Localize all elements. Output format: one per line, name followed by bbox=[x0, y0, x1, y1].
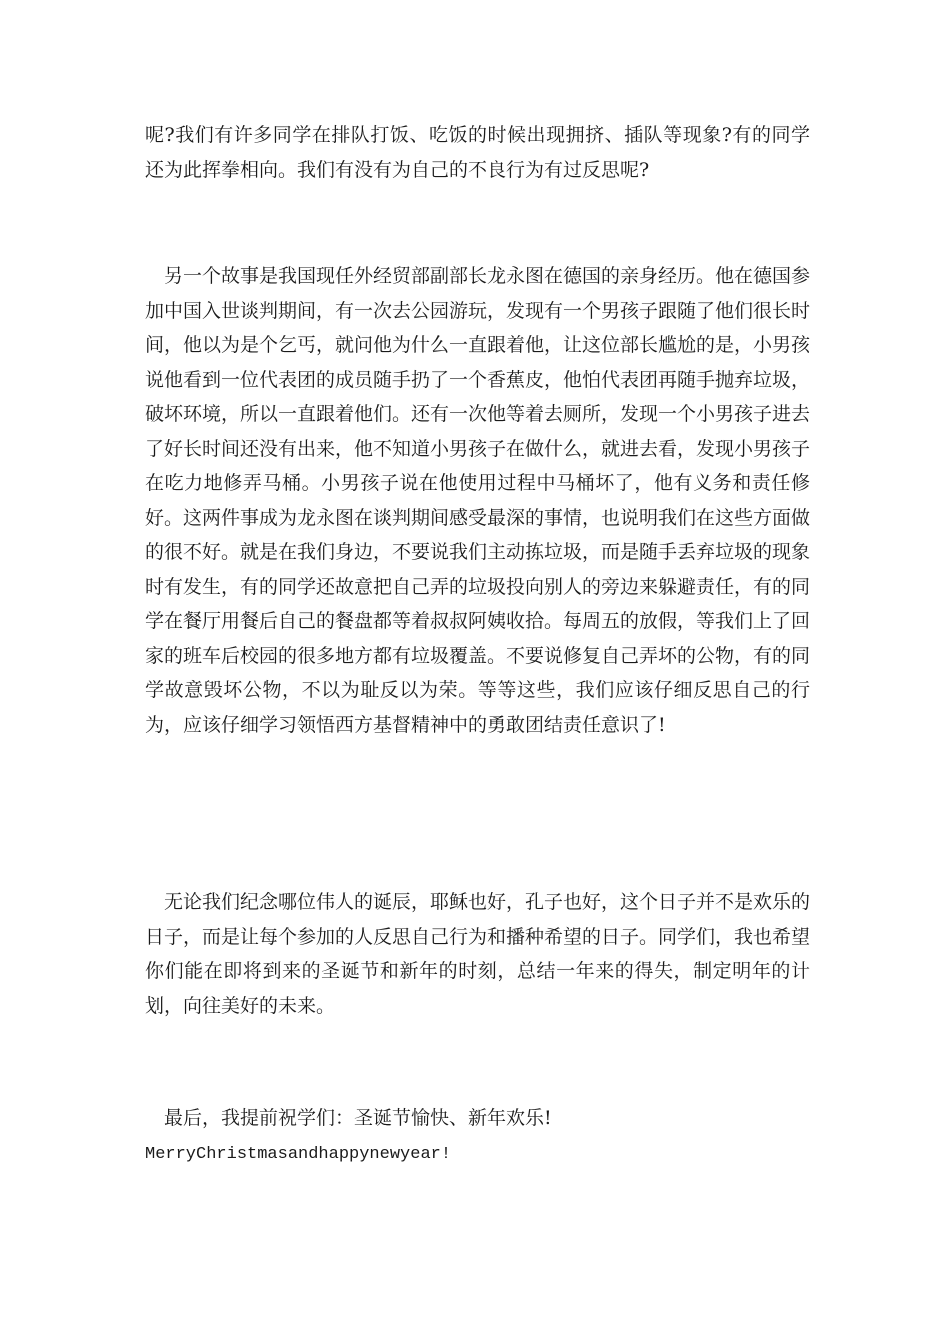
paragraph-continuation: 呢?我们有许多同学在排队打饭、吃饭的时候出现拥挤、插队等现象?有的同学还为此挥拳相向。我们有没有为自己的不良行为有过反思呢? bbox=[145, 124, 810, 181]
paragraph-closing-wish: 最后，我提前祝学们：圣诞节愉快、新年欢乐! bbox=[164, 1107, 552, 1129]
closing-english-greeting: MerryChristmasandhappynewyear! bbox=[145, 1145, 452, 1164]
paragraph-story: 另一个故事是我国现任外经贸部副部长龙永图在德国的亲身经历。他在德国参加中国入世谈判期间，有一次去公园游玩，发现有一个男孩子跟随了他们很长时间，他以为是个乞丐，就问他为什么一直跟着他，让这位部长尴尬的是，小男孩说他看到一位代表团的成员随手扔了一个香蕉皮，他怕代表团再随手抛弃垃圾，破坏环境，所以一直跟着他们。还有一次他等着去厕所，发现一个小男孩子进去了好长时间还没有出来，他不知道小男孩子在做什么，就进去看，发现小男孩子在吃力地修弄马桶。小男孩子说在他使用过程中马桶坏了，他有义务和责任修好。这两件事成为龙永图在谈判期间感受最深的事情，也说明我们在这些方面做的很不好。就是在我们身边，不要说我们主动拣垃圾，而是随手丢弃垃圾的现象时有发生，有的同学还故意把自己弄的垃圾投向别人的旁边来躲避责任，有的同学在餐厅用餐后自己的餐盘都等着叔叔阿姨收拾。每周五的放假，等我们上了回家的班车后校园的很多地方都有垃圾覆盖。不要说修复自己弄坏的公物，有的同学故意毁坏公物，不以为耻反以为荣。等等这些，我们应该仔细反思自己的行为，应该仔细学习领悟西方基督精神中的勇敢团结责任意识了! bbox=[145, 265, 811, 736]
paragraph-reflection: 无论我们纪念哪位伟人的诞辰，耶稣也好，孔子也好，这个日子并不是欢乐的日子，而是让每个参加的人反思自己行为和播种希望的日子。同学们，我也希望你们能在即将到来的圣诞节和新年的时刻，总结一年来的得失，制定明年的计划，向往美好的未来。 bbox=[145, 891, 811, 1017]
